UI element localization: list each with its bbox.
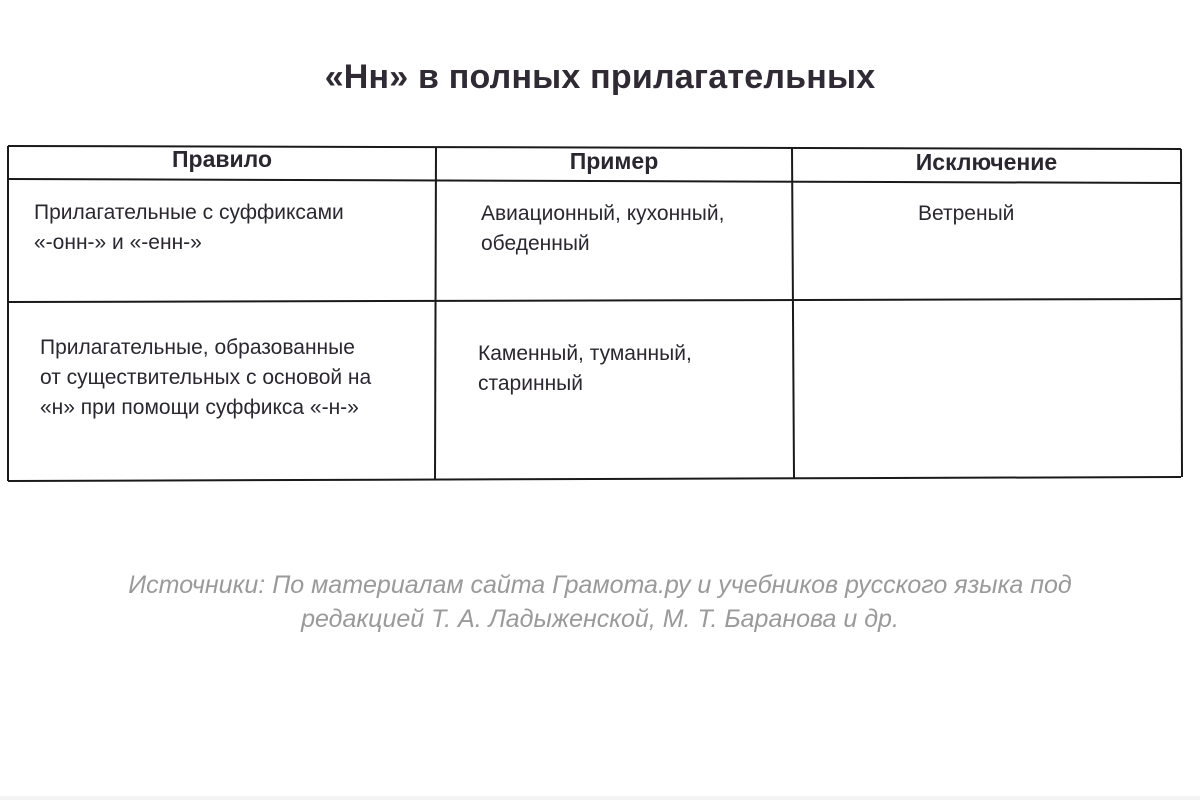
header-exception: Исключение — [915, 149, 1058, 175]
header-rule: Правило — [171, 146, 272, 172]
row1-rule: Прилагательные с суффиксами «-онн-» и «-енн-» — [34, 201, 344, 254]
source-note: Источники: По материалам сайта Грамота.ру и учебников русского языка под редакцией Т. А. Ладыженской, М. Т. Баранова и др. — [128, 571, 1072, 633]
grid-line-right — [1181, 149, 1182, 477]
page-title: «Нн» в полных прилагательных — [324, 58, 876, 96]
row2-rule: Прилагательные, образованные от существительных с основой на «н» при помощи суффикса «-н-» — [40, 336, 372, 419]
grid-line-header — [8, 179, 1181, 183]
bottom-divider — [0, 796, 1200, 800]
grid-line-col2 — [792, 148, 794, 478]
header-example: Пример — [569, 148, 659, 174]
grid-line-col1 — [435, 147, 436, 480]
row1-example: Авиационный, кухонный, обеденный — [481, 202, 725, 255]
grid-line-middle — [8, 299, 1181, 302]
grid-line-bottom — [8, 477, 1181, 481]
row1-exception: Ветреный — [918, 202, 1015, 225]
row2-example: Каменный, туманный, старинный — [478, 342, 692, 395]
